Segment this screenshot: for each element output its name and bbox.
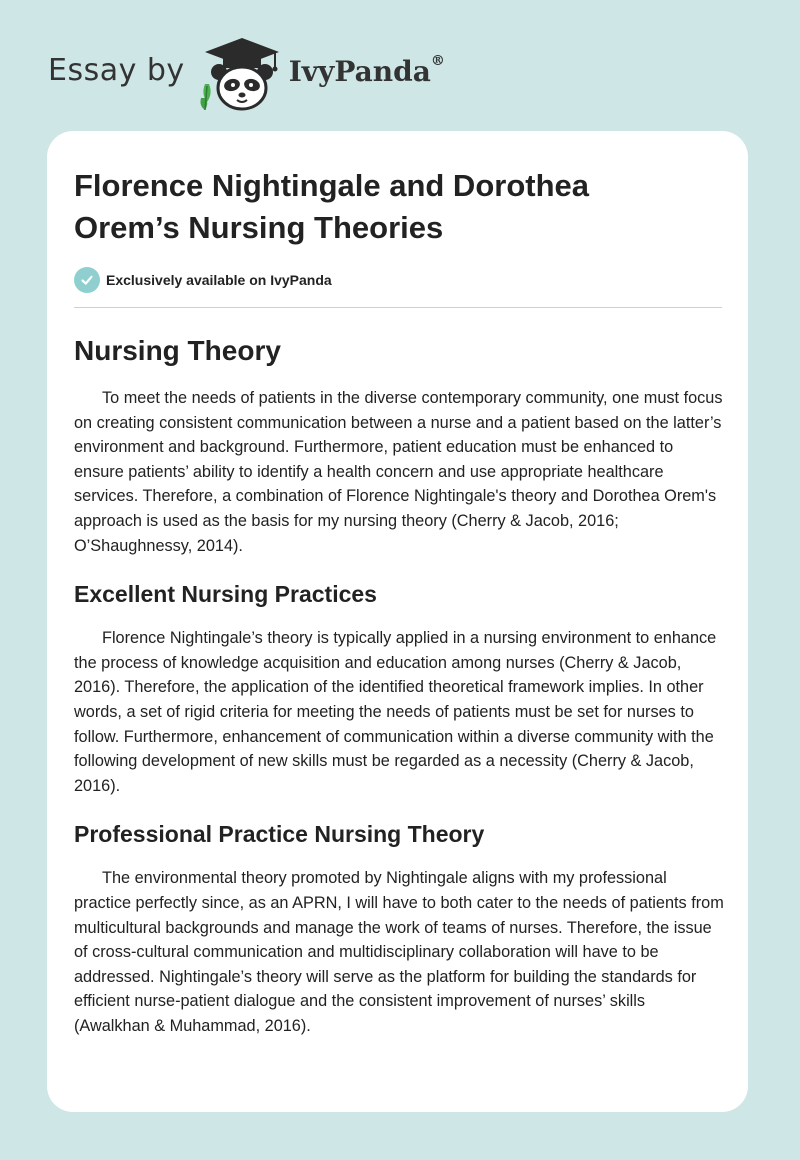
exclusive-badge	[74, 267, 722, 293]
section-paragraph-professional-practice: The environmental theory promoted by Nightingale aligns with my professional practice perfectly since, as an APRN, I will have to both cater to the needs of patients from multicultural backgrounds and manage the work of teams of nurses. Therefore, the issue of cross-cultural communication and multidisciplinary collaboration will have to be addressed. Nightingale’s theory will serve as the platform for building the standards for efficient nurse-patient dialogue and the consistent improvement of nurses’ skills (Awalkhan & Muhammad, 2016).	[74, 869, 724, 1035]
section-heading-professional-practice: Professional Practice Nursing Theory	[74, 821, 485, 848]
exclusive-label: Exclusively available on IvyPanda	[106, 272, 332, 288]
section-heading-excellent-practices: Excellent Nursing Practices	[74, 581, 377, 608]
section-heading-nursing-theory: Nursing Theory	[74, 335, 281, 366]
site-header	[48, 36, 508, 112]
panda-logo-icon[interactable]	[199, 36, 285, 112]
essay-by-label: Essay by	[48, 52, 185, 88]
title-divider	[74, 307, 722, 308]
section-paragraph-nursing-theory: To meet the needs of patients in the diverse contemporary community, one must focus on creating consistent communication between a nurse and a patient based on the latter’s environment and background. Furthermore, patient education must be enhanced to ensure patients’ ability to identify a health concern and use appropriate healthcare services. Therefore, a combination of Florence Nightingale's theory and Dorothea Orem's approach is used as the basis for my nursing theory (Cherry & Jacob, 2016; O’Shaughnessy, 2014).	[74, 389, 723, 555]
brand-name[interactable]: IvyPanda®	[288, 52, 445, 88]
check-icon	[74, 267, 100, 293]
article-title: Florence Nightingale and Dorothea Orem’s Nursing Theories	[74, 168, 589, 245]
section-paragraph-excellent-practices: Florence Nightingale’s theory is typically applied in a nursing environment to enhance the process of knowledge acquisition and education among nurses (Cherry & Jacob, 2016). Therefore, the application of the identified theoretical framework implies. In other words, a set of rigid criteria for meeting the needs of patients must be set for nurses to follow. Furthermore, enhancement of communication within a diverse community with the following development of new skills must be regarded as a necessity (Cherry & Jacob, 2016).	[74, 629, 717, 795]
article-card	[47, 131, 748, 1112]
registered-mark: ®	[430, 52, 445, 69]
